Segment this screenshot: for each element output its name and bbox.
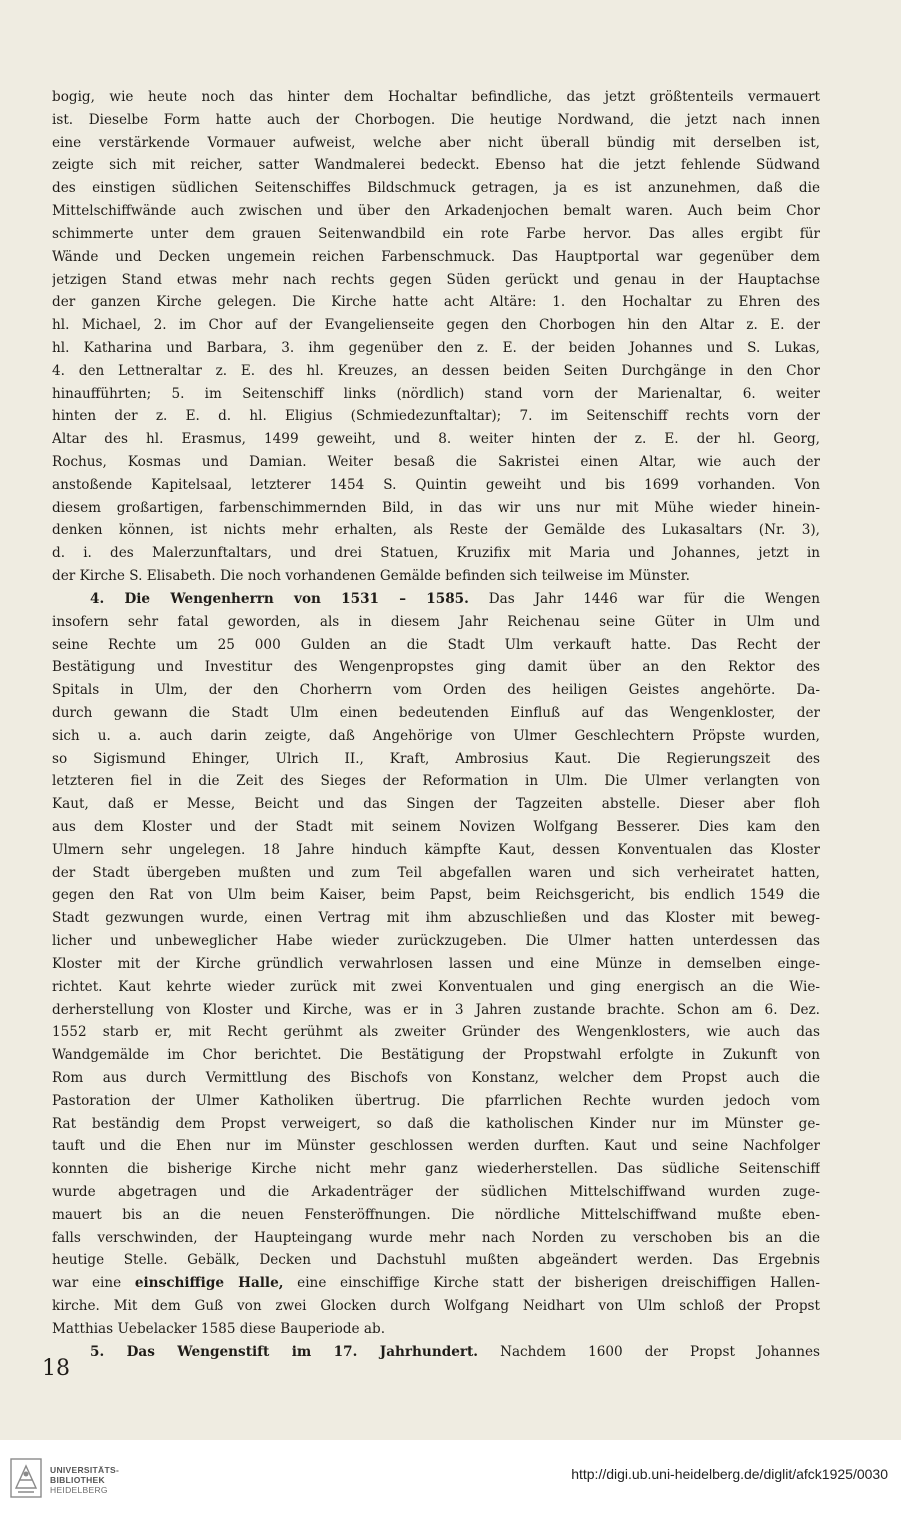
- text-line: des einstigen südlichen Seitenschiffes Bildschmuck getragen, ja es ist anzunehmen, daß die: [52, 180, 820, 197]
- text-line: Spitals in Ulm, der den Chorherrn vom Orden des heiligen Geistes angehörte. Da-: [52, 682, 820, 699]
- text-line: anstoßende Kapitelsaal, letzterer 1454 S. Quintin geweiht und bis 1699 vorhanden. Von: [52, 476, 820, 493]
- text-line: Bestätigung und Investitur des Wengenpropstes ging damit über an den Rektor des: [52, 659, 820, 676]
- section-5-opening-text: Nachdem 1600 der Propst Johannes: [500, 1343, 820, 1360]
- text-line: Kaut, daß er Messe, Beicht und das Singen der Tagzeiten abstelle. Dieser aber floh: [52, 796, 820, 813]
- page-number: 18: [42, 1356, 70, 1381]
- text-line: schimmerte unter dem grauen Seitenwandbild ein rote Farbe hervor. Das alles ergibt für: [52, 225, 820, 242]
- text-line: kirche. Mit dem Guß von zwei Glocken durch Wolfgang Neidhart von Ulm schloß der Propst: [52, 1298, 820, 1315]
- text-line: gegen den Rat von Ulm beim Kaiser, beim Papst, beim Reichsgericht, bis endlich 1549 die: [52, 887, 820, 904]
- text-line: der Kirche S. Elisabeth. Die noch vorhandenen Gemälde befinden sich teilweise im Münster.: [52, 568, 691, 585]
- text-line: der ganzen Kirche gelegen. Die Kirche hatte acht Altäre: 1. den Hochaltar zu Ehren des: [52, 294, 820, 311]
- text-line: derherstellung von Kloster und Kirche, was er in 3 Jahren zustande brachte. Schon am 6. Dez.: [52, 1001, 820, 1018]
- text-line: der Stadt übergeben mußten und zum Teil abgefallen waren und sich verheiratet hatten,: [52, 864, 820, 881]
- text-line: eine verstärkende Vormauer aufweist, welche aber nicht überall bündig mit derselben ist,: [52, 134, 820, 151]
- text-line: Wandgemälde im Chor berichtet. Die Bestätigung der Propstwahl erfolgte in Zukunft von: [52, 1047, 820, 1064]
- text-line: falls verschwinden, der Haupteingang wurde mehr nach Norden zu verschoben bis an die: [52, 1229, 820, 1246]
- text-line: Pastoration der Ulmer Katholiken übertrug. Die pfarrlichen Rechte wurden jedoch vom: [52, 1092, 820, 1109]
- ergebnis-bold: einschiffige Halle,: [134, 1275, 284, 1292]
- text-line: konnten die bisherige Kirche nicht mehr ganz wiederherstellen. Das südliche Seitenschiff: [52, 1161, 820, 1178]
- logo-line-3: HEIDELBERG: [50, 1485, 108, 1495]
- section-4-opening-text: Das Jahr 1446 war für die Wengen: [488, 590, 820, 607]
- text-line: hl. Michael, 2. im Chor auf der Evangelienseite gegen den Chorbogen hin den Altar z. E. der: [52, 317, 820, 334]
- text-line: 1552 starb er, mit Recht gerühmt als zweiter Gründer des Wengenklosters, wie auch das: [52, 1024, 820, 1041]
- text-line: tauft und die Ehen nur im Münster geschlossen werden durften. Kaut und seine Nachfolger: [52, 1138, 820, 1155]
- section-4-first-line: [52, 588, 820, 611]
- text-line: d. i. des Malerzunftaltars, und drei Statuen, Kruzifix mit Maria und Johannes, jetzt in: [52, 545, 820, 562]
- section-4-lines: [52, 611, 820, 1273]
- permalink-url[interactable]: http://digi.ub.uni-heidelberg.de/diglit/afck1925/0030: [571, 1466, 888, 1482]
- text-line: hl. Katharina und Barbara, 3. ihm gegenüber den z. E. der beiden Johannes und S. Lukas,: [52, 339, 820, 356]
- section-4-heading: 4. Die Wengenherrn von 1531 – 1585.: [90, 590, 469, 607]
- text-line: heutige Stelle. Gebälk, Decken und Dachstuhl mußten abgeändert werden. Das Ergebnis: [52, 1252, 820, 1269]
- university-seal-icon: [10, 1458, 42, 1498]
- text-line: aus dem Kloster und der Stadt mit seinem Novizen Wolfgang Besserer. Dies kam den: [52, 819, 820, 835]
- viewer-footer: [0, 1440, 901, 1513]
- text-line: licher und unbeweglicher Habe wieder zurückzugeben. Die Ulmer hatten unterdessen das: [52, 933, 820, 950]
- text-line: Mittelschiffwände auch zwischen und über den Arkadenjochen bemalt waren. Auch beim Chor: [52, 203, 820, 220]
- text-line: Rom aus durch Vermittlung des Bischofs von Konstanz, welcher dem Propst auch die: [52, 1069, 820, 1086]
- library-logo-text: [50, 1465, 119, 1495]
- text-line: Kloster mit der Kirche gründlich verwahrlosen lassen und eine Münze in demselben einge-: [52, 955, 820, 972]
- text-line: ist. Dieselbe Form hatte auch der Chorbogen. Die heutige Nordwand, die jetzt nach innen: [52, 111, 820, 128]
- text-line: seine Rechte um 25 000 Gulden an die Stadt Ulm verkauft hatte. Das Recht der: [52, 636, 820, 653]
- text-line: diesem großartigen, farbenschimmernden Bild, in das wir uns nur mit Mühe wieder hinein-: [52, 499, 820, 516]
- text-line: wurde abgetragen und die Arkadenträger der südlichen Mittelschiffwand wurden zuge-: [52, 1184, 820, 1200]
- text-line: Rat beständig dem Propst verweigert, so daß die katholischen Kinder nur im Münster ge-: [52, 1115, 820, 1132]
- text-line: Stadt gezwungen wurde, einen Vertrag mit ihm abzuschließen und das Kloster mit beweg-: [52, 910, 820, 927]
- text-line: so Sigismund Ehinger, Ulrich II., Kraft, Ambrosius Kaut. Die Regierungszeit des: [52, 750, 820, 767]
- section-5-heading: 5. Das Wengenstift im 17. Jahrhundert.: [90, 1343, 479, 1360]
- text-line: zeigte sich mit reicher, satter Wandmalerei bedeckt. Ebenso hat die jetzt fehlende Südwand: [52, 157, 820, 174]
- text-line: letzteren fiel in die Zeit des Sieges der Reformation in Ulm. Die Ulmer verlangten von: [52, 773, 820, 790]
- body-text: [52, 86, 820, 1364]
- text-line: durch gewann die Stadt Ulm einen bedeutenden Einfluß auf das Wengenkloster, der: [52, 704, 820, 721]
- ergebnis-pre: war eine: [52, 1275, 135, 1292]
- text-line: bogig, wie heute noch das hinter dem Hochaltar befindliche, das jetzt größtenteils vermauert: [52, 89, 820, 105]
- paragraph-section-4: [52, 588, 820, 1341]
- text-line: 4. den Lettneraltar z. E. des hl. Kreuzes, an dessen beiden Seiten Durchgänge in den Chor: [52, 362, 820, 379]
- section-4-tail: [52, 1295, 820, 1341]
- text-line: richtet. Kaut kehrte wieder zurück mit zwei Konventualen und ging energisch an die Wie-: [52, 978, 820, 995]
- section-5-first-line: [52, 1341, 820, 1364]
- text-line: sich u. a. auch darin zeigte, daß Angehörige von Ulmer Geschlechtern Pröpste wurden,: [52, 727, 820, 744]
- text-line: jetzigen Stand etwas mehr nach rechts gegen Süden gerückt und genau in der Hauptachse: [52, 271, 820, 288]
- text-line: hinten der z. E. d. hl. Eligius (Schmiedezunftaltar); 7. im Seitenschiff rechts vorn der: [52, 408, 820, 425]
- text-line: Rochus, Kosmas und Damian. Weiter besaß die Sakristei einen Altar, wie auch der: [52, 454, 820, 470]
- text-line: Matthias Uebelacker 1585 diese Bauperiode ab.: [52, 1320, 386, 1337]
- logo-line-1: UNIVERSITÄTS-: [50, 1465, 120, 1475]
- ergebnis-post: eine einschiffige Kirche statt der bisherigen dreischiffigen Hallen-: [283, 1275, 820, 1292]
- text-line-ergebnis: [52, 1272, 820, 1295]
- text-line: Altar des hl. Erasmus, 1499 geweiht, und 8. weiter hinten der z. E. der hl. Georg,: [52, 431, 820, 448]
- text-line: mauert bis an die neuen Fensteröffnungen. Die nördliche Mittelschiffwand mußte eben-: [52, 1206, 820, 1223]
- text-line: hinaufführten; 5. im Seitenschiff links (nördlich) stand vorn der Marienaltar, 6. weiter: [52, 385, 820, 402]
- paragraph-altars: [52, 86, 820, 588]
- text-line: insofern sehr fatal geworden, als in diesem Jahr Reichenau seine Güter in Ulm und: [52, 613, 820, 630]
- logo-line-2: BIBLIOTHEK: [50, 1475, 105, 1485]
- text-line: Wände und Decken ungemein reichen Farbenschmuck. Das Hauptportal war gegenüber dem: [52, 248, 820, 265]
- paragraph-section-5: [52, 1341, 820, 1364]
- text-line: denken können, ist nichts mehr erhalten, als Reste der Gemälde des Lukasaltars (Nr. 3),: [52, 522, 820, 539]
- text-line: Ulmern sehr ungelegen. 18 Jahre hinduch kämpfte Kaut, dessen Konventualen das Kloster: [52, 841, 820, 858]
